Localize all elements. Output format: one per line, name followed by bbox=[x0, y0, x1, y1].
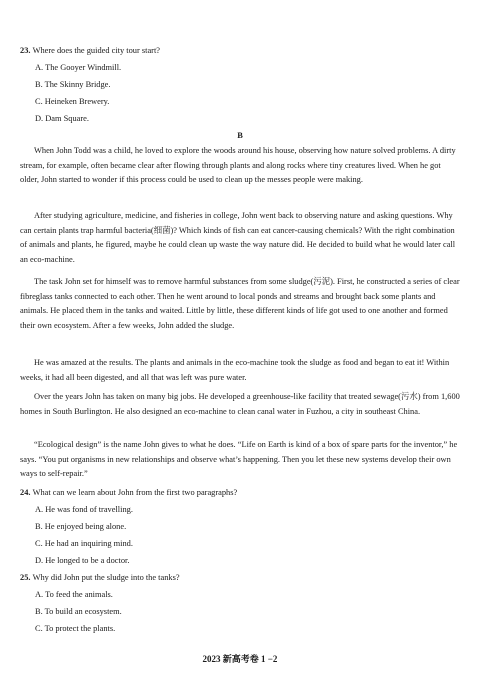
option-25a: A. To feed the animals. bbox=[35, 590, 113, 599]
passage-paragraph-6 bbox=[20, 438, 461, 482]
question-number: 24. bbox=[20, 488, 31, 497]
option-23c: C. Heineken Brewery. bbox=[35, 97, 110, 106]
paragraph-text: After studying agriculture, medicine, and fisheries in college, John went back to observing nature and asking questions. Why can certain plants trap harmful bacteria(细菌)? Which kinds of fish can eat cancer-causing chemicals? With the right combination of animals and plants, he figured, maybe he could clean up waste the way nature did. He decided to build what he would later call an eco-machine. bbox=[20, 211, 456, 264]
paragraph-text: When John Todd was a child, he loved to explore the woods around his house, observing how nature solved problems. A dirty stream, for example, often became clear after flowing through plants and along rocks where tiny creatures lived. When he got older, John started to wonder if this process could be used to clean up the messes people were making. bbox=[20, 146, 456, 185]
question-number: 23. bbox=[20, 46, 31, 55]
paragraph-text: The task John set for himself was to remove harmful substances from some sludge(污泥). First, he constructed a series of clear fibreglass tanks connected to each other. Then he went around to local ponds and streams and brought back some plants and animals. He placed them in the tanks and waited. Little by little, these different kinds of life got used to one another and formed their own ecosystem. After a few weeks, John added the sludge. bbox=[20, 277, 460, 330]
passage-paragraph-1 bbox=[20, 144, 461, 188]
option-24a: A. He was fond of travelling. bbox=[35, 505, 133, 514]
option-24b: B. He enjoyed being alone. bbox=[35, 522, 127, 531]
option-24c: C. He had an inquiring mind. bbox=[35, 539, 133, 548]
passage-paragraph-2 bbox=[20, 209, 461, 267]
question-stem: Why did John put the sludge into the tanks? bbox=[32, 573, 180, 582]
passage-paragraph-3 bbox=[20, 275, 461, 333]
question-stem: What can we learn about John from the first two paragraphs? bbox=[32, 488, 238, 497]
question-24 bbox=[20, 486, 237, 501]
question-number: 25. bbox=[20, 573, 31, 582]
option-24d: D. He longed to be a doctor. bbox=[35, 556, 130, 565]
option-25b: B. To build an ecosystem. bbox=[35, 607, 122, 616]
question-25 bbox=[20, 571, 180, 586]
passage-paragraph-4 bbox=[20, 356, 461, 385]
question-stem: Where does the guided city tour start? bbox=[32, 46, 161, 55]
paragraph-text: “Ecological design” is the name John gives to what he does. “Life on Earth is kind of a box of spare parts for the inventor,” he says. “You put organisms in new relationships and observe what’s happening. Then you let these new systems develop their own ways to self-repair.” bbox=[20, 440, 458, 479]
option-23d: D. Dam Square. bbox=[35, 114, 89, 123]
option-23a: A. The Gooyer Windmill. bbox=[35, 63, 122, 72]
option-23b: B. The Skinny Bridge. bbox=[35, 80, 111, 89]
paragraph-text: He was amazed at the results. The plants and animals in the eco-machine took the sludge as food and began to eat it! Within weeks, it had all been digested, and all that was left was pure water. bbox=[20, 358, 450, 382]
page-footer: 2023 新高考卷 1 −2 bbox=[202, 654, 278, 664]
section-heading: B bbox=[237, 131, 243, 140]
option-25c: C. To protect the plants. bbox=[35, 624, 116, 633]
paragraph-text: Over the years John has taken on many big jobs. He developed a greenhouse-like facility that treated sewage(污水) from 1,600 homes in South Burlington. He also designed an eco-machine to clean canal water in Fuzhou, a city in southeast China. bbox=[20, 392, 460, 416]
question-23 bbox=[20, 44, 160, 59]
passage-paragraph-5 bbox=[20, 390, 461, 419]
